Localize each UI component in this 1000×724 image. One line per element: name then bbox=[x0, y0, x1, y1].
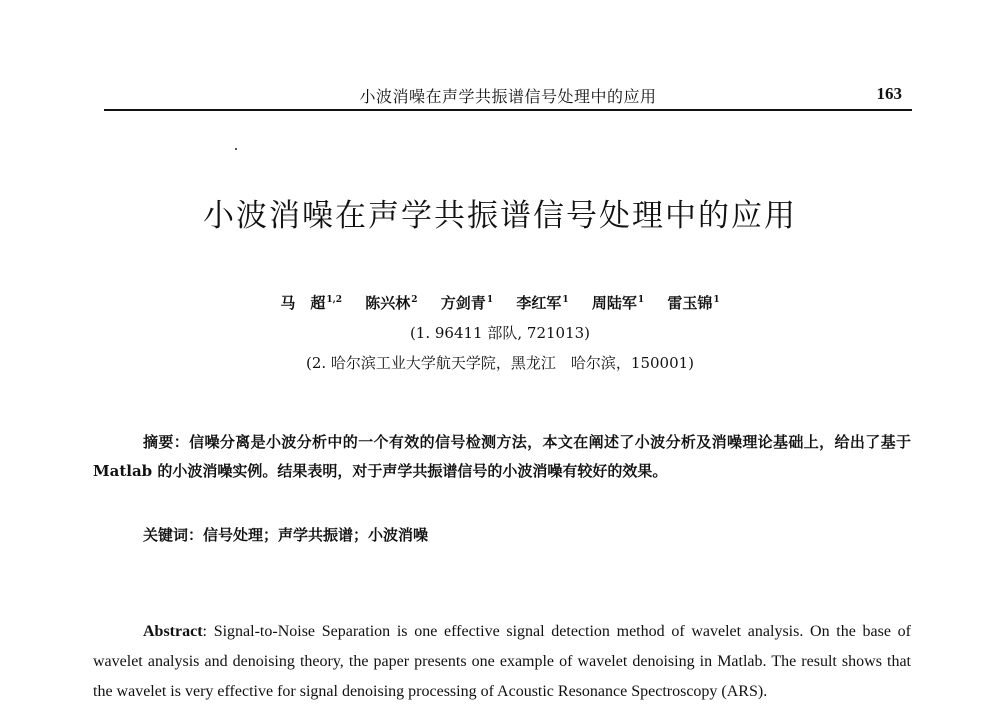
author-name: 雷玉锦 bbox=[667, 294, 713, 312]
author-affiliation-mark: 1 bbox=[486, 295, 494, 305]
abstract-cn-text: 信噪分离是小波分析中的一个有效的信号检测方法，本文在阐述了小波分析及消噪理论基础上，给出了基于 Matlab 的小波消噪实例。结果表明，对于声学共振谱信号的小波消噪有较好的效果。 bbox=[93, 433, 911, 480]
abstract-en-label: Abstract bbox=[143, 623, 203, 640]
author-list bbox=[0, 292, 1000, 313]
author-affiliation-mark: 2 bbox=[411, 295, 418, 305]
affiliation-2: (2. 哈尔滨工业大学航天学院，黑龙江 哈尔滨，150001) bbox=[305, 354, 695, 372]
author bbox=[280, 294, 342, 312]
author-name: 陈兴林 bbox=[365, 294, 411, 312]
author bbox=[516, 294, 568, 312]
author-affiliation-mark: 1,2 bbox=[326, 295, 343, 305]
scan-speck bbox=[235, 148, 237, 150]
author-name: 方剑青 bbox=[440, 294, 486, 312]
author-affiliation-mark: 1 bbox=[562, 295, 569, 305]
chinese-abstract bbox=[93, 428, 911, 486]
author bbox=[441, 294, 493, 312]
paper-title: 小波消噪在声学共振谱信号处理中的应用 bbox=[203, 198, 797, 234]
running-header bbox=[104, 84, 912, 108]
abstract-cn-label: 摘要： bbox=[143, 433, 190, 451]
abstract-en-separator: : bbox=[202, 623, 214, 640]
author bbox=[365, 294, 417, 312]
author-affiliation-mark: 1 bbox=[637, 295, 645, 305]
running-title: 小波消噪在声学共振谱信号处理中的应用 bbox=[359, 87, 657, 106]
chinese-keywords bbox=[143, 524, 428, 545]
affiliation-1: (1. 96411 部队, 721013) bbox=[409, 324, 591, 342]
author-name: 马 超 bbox=[280, 294, 326, 312]
author bbox=[592, 294, 644, 312]
author-name: 周陆军 bbox=[591, 294, 637, 312]
abstract-en-text: Signal-to-Noise Separation is one effective signal detection method of wavelet analysis. On the base of wavelet analysis and denoising theory, the paper presents one example of wavelet denoising in Matlab. The result shows that the wavelet is very effective for signal denoising processing of Acoustic Resonance Spectroscopy (ARS). bbox=[93, 623, 912, 700]
author bbox=[667, 294, 719, 312]
author-affiliation-mark: 1 bbox=[713, 295, 720, 305]
keywords-cn-label: 关键词： bbox=[143, 526, 204, 544]
english-abstract bbox=[93, 617, 911, 707]
keywords-cn-text: 信号处理；声学共振谱；小波消噪 bbox=[203, 526, 429, 544]
author-name: 李红军 bbox=[516, 294, 562, 312]
page-number: 163 bbox=[876, 84, 902, 103]
header-rule bbox=[104, 109, 912, 111]
